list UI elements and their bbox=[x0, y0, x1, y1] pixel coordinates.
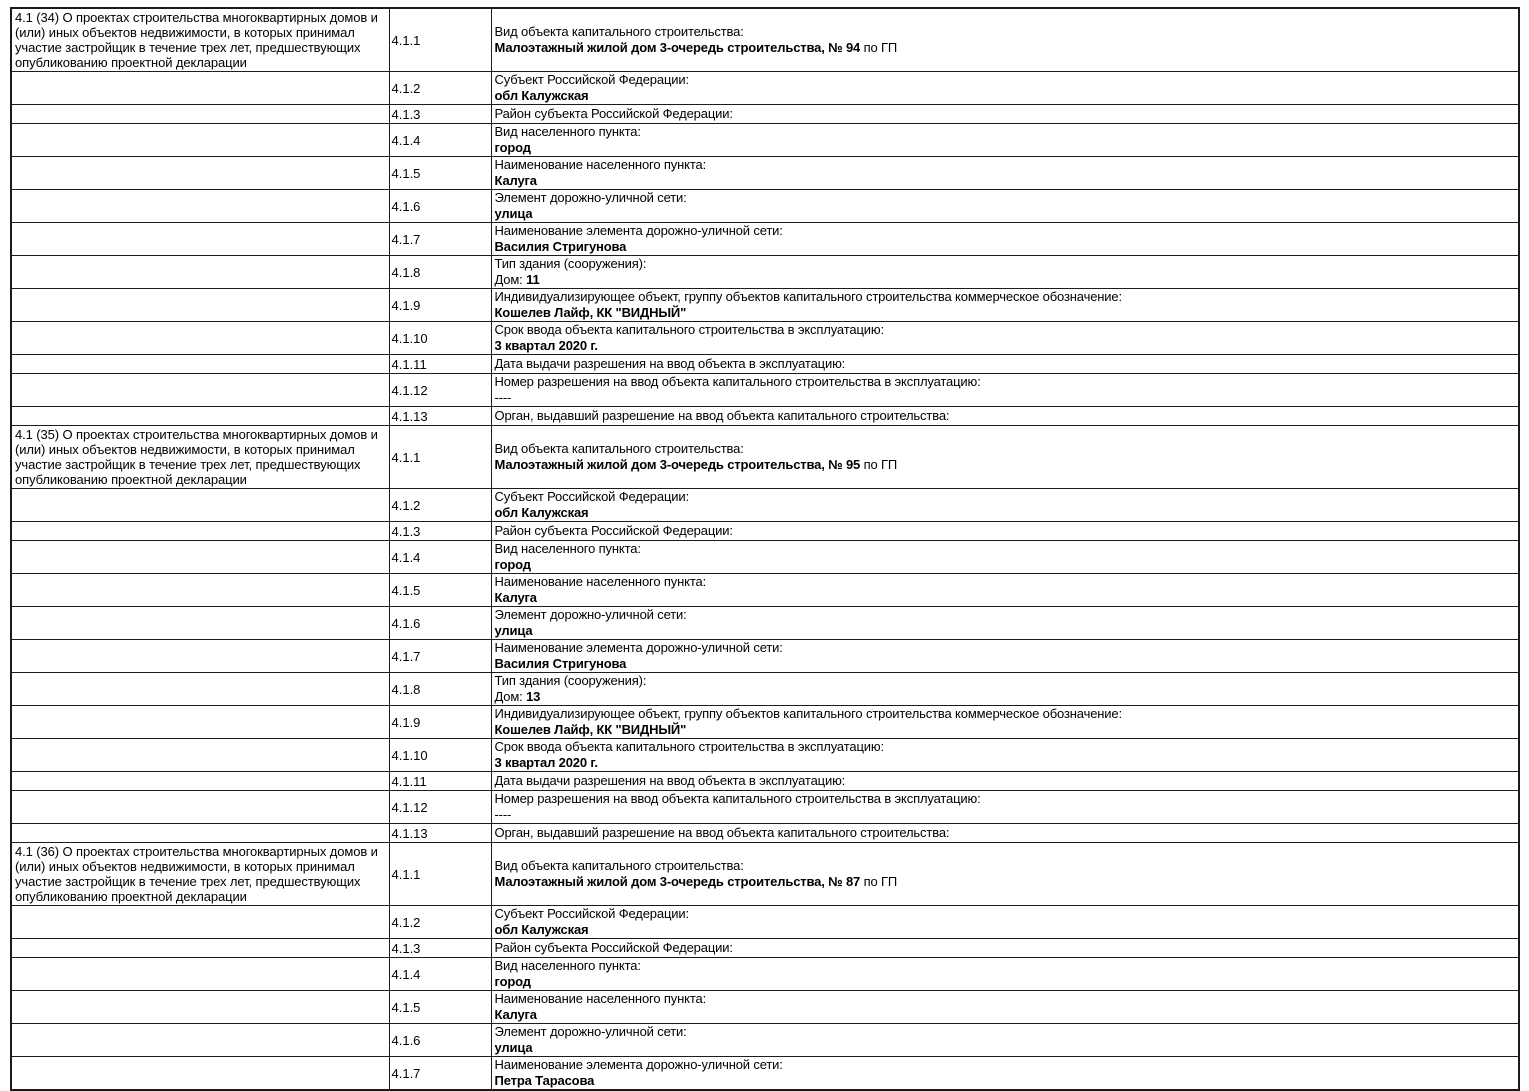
field-value bbox=[495, 1007, 1515, 1023]
field-label: Наименование населенного пункта: bbox=[494, 157, 707, 172]
row-code: 4.1.3 bbox=[389, 522, 491, 541]
table-row bbox=[11, 190, 1519, 223]
row-code: 4.1.6 bbox=[389, 607, 491, 640]
row-content-cell bbox=[491, 426, 1519, 489]
field-value bbox=[495, 272, 1515, 288]
row-code: 4.1.6 bbox=[389, 1024, 491, 1057]
field-value bbox=[495, 457, 1515, 473]
field-value-bold: Малоэтажный жилой дом 3-очередь строительства, № 95 bbox=[494, 457, 861, 472]
row-code: 4.1.2 bbox=[389, 489, 491, 522]
section-description-cell bbox=[11, 256, 389, 289]
row-content-cell bbox=[491, 772, 1519, 791]
field-value-bold: 3 квартал 2020 г. bbox=[494, 338, 598, 353]
field-label: Вид населенного пункта: bbox=[494, 124, 641, 139]
field-value bbox=[495, 173, 1515, 189]
table-row bbox=[11, 791, 1519, 824]
table-row bbox=[11, 824, 1519, 843]
field-value-bold: город bbox=[494, 974, 531, 989]
field-label: Вид объекта капитального строительства: bbox=[494, 441, 744, 456]
row-code: 4.1.4 bbox=[389, 124, 491, 157]
field-value-prefix: ---- bbox=[494, 390, 512, 405]
section-description-cell bbox=[11, 289, 389, 322]
row-code: 4.1.11 bbox=[389, 772, 491, 791]
table-row bbox=[11, 640, 1519, 673]
section-description-cell bbox=[11, 157, 389, 190]
field-value bbox=[495, 623, 1515, 639]
table-row bbox=[11, 843, 1519, 906]
field-value-bold: Василия Стригунова bbox=[494, 239, 627, 254]
field-value-bold: город bbox=[494, 140, 531, 155]
field-value-bold: 13 bbox=[526, 689, 541, 704]
table-row bbox=[11, 1024, 1519, 1057]
field-value-bold: обл Калужская bbox=[494, 88, 589, 103]
table-row bbox=[11, 223, 1519, 256]
row-content-cell bbox=[491, 223, 1519, 256]
field-value bbox=[495, 922, 1515, 938]
field-label: Вид объекта капитального строительства: bbox=[494, 24, 744, 39]
row-content-cell bbox=[491, 374, 1519, 407]
field-label: Вид объекта капитального строительства: bbox=[494, 858, 744, 873]
field-value bbox=[495, 1040, 1515, 1056]
section-description-cell bbox=[11, 939, 389, 958]
table-row bbox=[11, 8, 1519, 72]
field-value-bold: Кошелев Лайф, КК "ВИДНЫЙ" bbox=[494, 305, 687, 320]
row-content-cell bbox=[491, 574, 1519, 607]
row-code: 4.1.9 bbox=[389, 289, 491, 322]
row-content-cell bbox=[491, 8, 1519, 72]
field-label: Район субъекта Российской Федерации: bbox=[494, 940, 733, 955]
field-value-bold: обл Калужская bbox=[494, 922, 589, 937]
row-code: 4.1.5 bbox=[389, 157, 491, 190]
section-description: 4.1 (35) О проектах строительства многоквартирных домов и (или) иных объектов недвижимости, в которых принимал участие застройщик в течение трех лет, предшествующих опубликованию проектной декларации bbox=[11, 426, 389, 489]
field-value-bold: Василия Стригунова bbox=[494, 656, 627, 671]
table-row bbox=[11, 355, 1519, 374]
table-row bbox=[11, 939, 1519, 958]
field-value bbox=[495, 656, 1515, 672]
field-value-suffix: по ГП bbox=[860, 874, 898, 889]
row-code: 4.1.7 bbox=[389, 223, 491, 256]
row-content-cell bbox=[491, 190, 1519, 223]
table-row bbox=[11, 772, 1519, 791]
field-value-bold: Малоэтажный жилой дом 3-очередь строительства, № 87 bbox=[494, 874, 861, 889]
field-label: Орган, выдавший разрешение на ввод объекта капитального строительства: bbox=[494, 825, 950, 840]
table-row bbox=[11, 256, 1519, 289]
row-content-cell bbox=[491, 706, 1519, 739]
table-row bbox=[11, 739, 1519, 772]
table-row bbox=[11, 157, 1519, 190]
row-content-cell bbox=[491, 607, 1519, 640]
field-value bbox=[495, 689, 1515, 705]
row-content-cell bbox=[491, 640, 1519, 673]
row-content-cell bbox=[491, 322, 1519, 355]
project-declaration-table bbox=[10, 7, 1520, 1091]
row-code: 4.1.1 bbox=[389, 426, 491, 489]
row-code: 4.1.10 bbox=[389, 739, 491, 772]
field-value-suffix: по ГП bbox=[860, 457, 898, 472]
section-description-cell bbox=[11, 772, 389, 791]
table-body bbox=[11, 8, 1519, 1090]
section-description-cell bbox=[11, 105, 389, 124]
field-label: Субъект Российской Федерации: bbox=[494, 906, 689, 921]
row-content-cell bbox=[491, 1057, 1519, 1091]
field-value bbox=[495, 88, 1515, 104]
field-value bbox=[495, 305, 1515, 321]
row-content-cell bbox=[491, 939, 1519, 958]
field-value-prefix: Дом: bbox=[494, 689, 527, 704]
field-value-bold: Калуга bbox=[494, 173, 537, 188]
section-description-cell bbox=[11, 1057, 389, 1091]
field-value bbox=[495, 807, 1515, 823]
row-code: 4.1.3 bbox=[389, 105, 491, 124]
row-content-cell bbox=[491, 489, 1519, 522]
row-code: 4.1.12 bbox=[389, 791, 491, 824]
field-value-suffix: по ГП bbox=[860, 40, 898, 55]
table-row bbox=[11, 522, 1519, 541]
table-row bbox=[11, 105, 1519, 124]
row-content-cell bbox=[491, 906, 1519, 939]
field-label: Наименование элемента дорожно-уличной сети: bbox=[494, 223, 783, 238]
field-value bbox=[495, 590, 1515, 606]
field-value bbox=[495, 505, 1515, 521]
field-label: Дата выдачи разрешения на ввод объекта в эксплуатацию: bbox=[494, 356, 846, 371]
table-row bbox=[11, 958, 1519, 991]
row-code: 4.1.7 bbox=[389, 1057, 491, 1091]
field-label: Орган, выдавший разрешение на ввод объекта капитального строительства: bbox=[494, 408, 950, 423]
field-label: Район субъекта Российской Федерации: bbox=[494, 523, 733, 538]
row-content-cell bbox=[491, 791, 1519, 824]
table-row bbox=[11, 72, 1519, 105]
section-description-cell bbox=[11, 791, 389, 824]
row-code: 4.1.2 bbox=[389, 906, 491, 939]
field-value-bold: Калуга bbox=[494, 1007, 537, 1022]
section-description-cell bbox=[11, 124, 389, 157]
field-label: Наименование населенного пункта: bbox=[494, 991, 707, 1006]
table-row bbox=[11, 673, 1519, 706]
field-value-bold: Малоэтажный жилой дом 3-очередь строительства, № 94 bbox=[494, 40, 861, 55]
row-content-cell bbox=[491, 991, 1519, 1024]
field-label: Номер разрешения на ввод объекта капитального строительства в эксплуатацию: bbox=[494, 374, 981, 389]
row-code: 4.1.10 bbox=[389, 322, 491, 355]
field-label: Элемент дорожно-уличной сети: bbox=[494, 607, 687, 622]
field-label: Тип здания (сооружения): bbox=[494, 256, 647, 271]
row-content-cell bbox=[491, 105, 1519, 124]
section-description-cell bbox=[11, 958, 389, 991]
field-value bbox=[495, 206, 1515, 222]
field-value-bold: Кошелев Лайф, КК "ВИДНЫЙ" bbox=[494, 722, 687, 737]
field-value-bold: Калуга bbox=[494, 590, 537, 605]
table-row bbox=[11, 426, 1519, 489]
row-code: 4.1.9 bbox=[389, 706, 491, 739]
field-label: Срок ввода объекта капитального строительства в эксплуатацию: bbox=[494, 739, 884, 754]
section-description-cell bbox=[11, 1024, 389, 1057]
field-value-bold: 11 bbox=[526, 272, 540, 287]
field-label: Элемент дорожно-уличной сети: bbox=[494, 190, 687, 205]
row-code: 4.1.13 bbox=[389, 824, 491, 843]
table-row bbox=[11, 607, 1519, 640]
table-row bbox=[11, 124, 1519, 157]
field-label: Наименование элемента дорожно-уличной сети: bbox=[494, 640, 783, 655]
row-code: 4.1.8 bbox=[389, 673, 491, 706]
row-content-cell bbox=[491, 124, 1519, 157]
row-content-cell bbox=[491, 407, 1519, 426]
row-content-cell bbox=[491, 355, 1519, 374]
field-label: Субъект Российской Федерации: bbox=[494, 72, 689, 87]
section-description-cell bbox=[11, 706, 389, 739]
table-row bbox=[11, 489, 1519, 522]
field-label: Индивидуализирующее объект, группу объектов капитального строительства коммерческое обозначение: bbox=[494, 289, 1122, 304]
section-description-cell bbox=[11, 223, 389, 256]
section-description-cell bbox=[11, 522, 389, 541]
field-value-bold: 3 квартал 2020 г. bbox=[494, 755, 598, 770]
field-value-prefix: Дом: bbox=[494, 272, 527, 287]
field-value bbox=[495, 390, 1515, 406]
field-value-bold: Петра Тарасова bbox=[494, 1073, 595, 1088]
table-row bbox=[11, 374, 1519, 407]
field-value bbox=[495, 1073, 1515, 1089]
field-value-prefix: ---- bbox=[494, 807, 512, 822]
table-row bbox=[11, 322, 1519, 355]
section-description-cell bbox=[11, 991, 389, 1024]
row-code: 4.1.4 bbox=[389, 958, 491, 991]
row-code: 4.1.12 bbox=[389, 374, 491, 407]
field-label: Район субъекта Российской Федерации: bbox=[494, 106, 733, 121]
row-content-cell bbox=[491, 958, 1519, 991]
field-value-bold: улица bbox=[494, 1040, 533, 1055]
field-label: Вид населенного пункта: bbox=[494, 958, 641, 973]
row-content-cell bbox=[491, 1024, 1519, 1057]
field-value bbox=[495, 722, 1515, 738]
field-label: Элемент дорожно-уличной сети: bbox=[494, 1024, 687, 1039]
section-description: 4.1 (34) О проектах строительства многоквартирных домов и (или) иных объектов недвижимости, в которых принимал участие застройщик в течение трех лет, предшествующих опубликованию проектной декларации bbox=[11, 8, 389, 72]
row-code: 4.1.1 bbox=[389, 8, 491, 72]
section-description-cell bbox=[11, 407, 389, 426]
field-label: Срок ввода объекта капитального строительства в эксплуатацию: bbox=[494, 322, 884, 337]
row-content-cell bbox=[491, 289, 1519, 322]
row-content-cell bbox=[491, 522, 1519, 541]
row-content-cell bbox=[491, 541, 1519, 574]
section-description-cell bbox=[11, 374, 389, 407]
table-row bbox=[11, 706, 1519, 739]
table-row bbox=[11, 991, 1519, 1024]
field-value bbox=[495, 40, 1515, 56]
table-row bbox=[11, 289, 1519, 322]
field-value bbox=[495, 239, 1515, 255]
field-label: Тип здания (сооружения): bbox=[494, 673, 647, 688]
row-code: 4.1.2 bbox=[389, 72, 491, 105]
row-code: 4.1.7 bbox=[389, 640, 491, 673]
section-description-cell bbox=[11, 489, 389, 522]
field-value-bold: город bbox=[494, 557, 531, 572]
row-code: 4.1.3 bbox=[389, 939, 491, 958]
field-value bbox=[495, 140, 1515, 156]
row-content-cell bbox=[491, 157, 1519, 190]
row-code: 4.1.11 bbox=[389, 355, 491, 374]
field-value bbox=[495, 557, 1515, 573]
section-description-cell bbox=[11, 541, 389, 574]
field-label: Дата выдачи разрешения на ввод объекта в эксплуатацию: bbox=[494, 773, 846, 788]
field-label: Наименование населенного пункта: bbox=[494, 574, 707, 589]
row-content-cell bbox=[491, 824, 1519, 843]
field-label: Индивидуализирующее объект, группу объектов капитального строительства коммерческое обозначение: bbox=[494, 706, 1122, 721]
field-value-bold: улица bbox=[494, 623, 533, 638]
row-content-cell bbox=[491, 673, 1519, 706]
row-content-cell bbox=[491, 843, 1519, 906]
section-description-cell bbox=[11, 574, 389, 607]
table-row bbox=[11, 906, 1519, 939]
table-row bbox=[11, 541, 1519, 574]
section-description-cell bbox=[11, 824, 389, 843]
row-code: 4.1.5 bbox=[389, 574, 491, 607]
field-label: Вид населенного пункта: bbox=[494, 541, 641, 556]
field-value bbox=[495, 338, 1515, 354]
row-code: 4.1.1 bbox=[389, 843, 491, 906]
section-description: 4.1 (36) О проектах строительства многоквартирных домов и (или) иных объектов недвижимости, в которых принимал участие застройщик в течение трех лет, предшествующих опубликованию проектной декларации bbox=[11, 843, 389, 906]
row-content-cell bbox=[491, 72, 1519, 105]
field-label: Субъект Российской Федерации: bbox=[494, 489, 689, 504]
row-code: 4.1.5 bbox=[389, 991, 491, 1024]
row-code: 4.1.13 bbox=[389, 407, 491, 426]
section-description-cell bbox=[11, 673, 389, 706]
field-label: Номер разрешения на ввод объекта капитального строительства в эксплуатацию: bbox=[494, 791, 981, 806]
field-value bbox=[495, 755, 1515, 771]
field-value bbox=[495, 974, 1515, 990]
table-row bbox=[11, 407, 1519, 426]
table-row bbox=[11, 574, 1519, 607]
field-label: Наименование элемента дорожно-уличной сети: bbox=[494, 1057, 783, 1072]
row-content-cell bbox=[491, 256, 1519, 289]
table-row bbox=[11, 1057, 1519, 1091]
section-description-cell bbox=[11, 322, 389, 355]
row-code: 4.1.4 bbox=[389, 541, 491, 574]
field-value bbox=[495, 874, 1515, 890]
row-code: 4.1.8 bbox=[389, 256, 491, 289]
section-description-cell bbox=[11, 72, 389, 105]
section-description-cell bbox=[11, 640, 389, 673]
field-value-bold: улица bbox=[494, 206, 533, 221]
field-value-bold: обл Калужская bbox=[494, 505, 589, 520]
section-description-cell bbox=[11, 607, 389, 640]
section-description-cell bbox=[11, 190, 389, 223]
row-content-cell bbox=[491, 739, 1519, 772]
section-description-cell bbox=[11, 906, 389, 939]
section-description-cell bbox=[11, 739, 389, 772]
row-code: 4.1.6 bbox=[389, 190, 491, 223]
section-description-cell bbox=[11, 355, 389, 374]
